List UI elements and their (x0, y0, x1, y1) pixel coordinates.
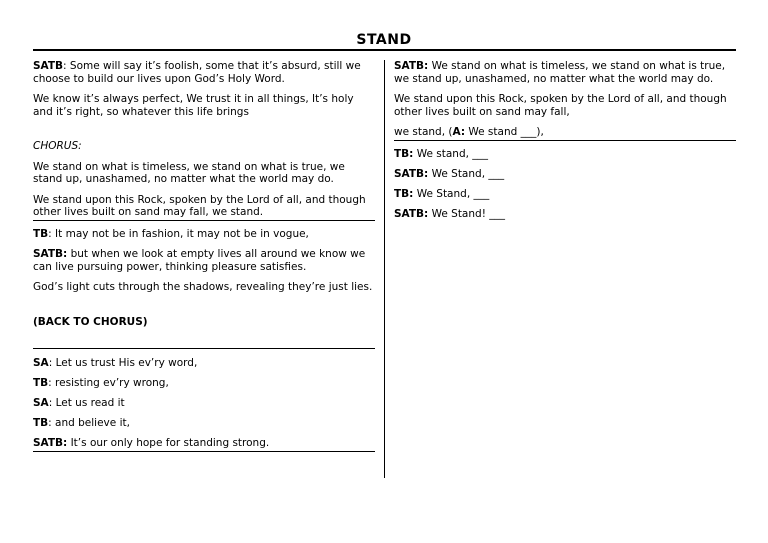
column-divider (384, 60, 385, 478)
section-divider (33, 451, 375, 452)
verse2-line1 (33, 228, 375, 241)
role-label: SA (33, 397, 49, 409)
lyric-text: but when we look at empty lives all around we know we can live pursuing power, thinking pleasure satisfies. (33, 248, 366, 273)
right-column (394, 60, 736, 220)
bridge-line (33, 437, 375, 450)
role-label: TB (33, 377, 49, 389)
lyric-text: : Some will say it’s foolish, some that it’s absurd, still we choose to build our lives upon God’s Holy Word. (33, 60, 361, 85)
lyric-text: We stand, ___ (413, 147, 489, 160)
final-chorus-line3 (394, 126, 736, 139)
lyric-text: We stand on what is timeless, we stand on what is true, we stand up, unashamed, no matter what the world may do. (394, 60, 726, 85)
verse2-line2 (33, 248, 375, 273)
verse2-line3: God’s light cuts through the shadows, revealing they’re just lies. (33, 281, 373, 293)
lyric-text: : It may not be in fashion, it may not be in vogue, (48, 227, 309, 240)
back-to-chorus: (BACK TO CHORUS) (33, 315, 148, 328)
role-label: SATB: (33, 248, 68, 260)
role-label: SA (33, 357, 49, 369)
lyric-text: : and believe it, (48, 417, 130, 429)
section-divider (33, 220, 375, 221)
bridge-line (33, 357, 375, 370)
role-label: SATB: (394, 207, 429, 220)
role-label: A: (452, 126, 466, 138)
lyric-text: We Stand! ___ (428, 207, 505, 220)
page-title: STAND (356, 32, 412, 48)
chorus-label: CHORUS: (33, 140, 82, 152)
lyric-text: : resisting ev’ry wrong, (48, 377, 169, 389)
ending-line (394, 148, 736, 161)
bridge-line (33, 397, 375, 410)
verse1-line2: We know it’s always perfect, We trust it in all things, It’s holy and it’s right, so whatever this life brings (33, 93, 354, 118)
final-chorus-line2: We stand upon this Rock, spoken by the Lord of all, and though other lives built on sand may fall, (394, 93, 727, 118)
ending-line (394, 168, 736, 181)
chorus-line2: We stand upon this Rock, spoken by the Lord of all, and though other lives built on sand may fall, we stand. (33, 193, 366, 218)
section-divider (394, 140, 736, 141)
bridge-line (33, 377, 375, 390)
ending-line (394, 188, 736, 201)
lyric-text: It’s our only hope for standing strong. (67, 437, 270, 449)
title-divider (33, 49, 736, 51)
role-label: TB: (394, 147, 414, 160)
left-column (33, 60, 375, 452)
role-label: TB (33, 417, 49, 429)
verse1-line1 (33, 60, 375, 85)
lyric-text: we stand, ( (394, 126, 453, 138)
final-chorus-line1 (394, 60, 736, 85)
section-divider (33, 348, 375, 349)
role-label: SATB: (33, 437, 68, 449)
lyric-text: : Let us read it (48, 397, 125, 409)
role-label: SATB (33, 60, 64, 72)
lyric-text: We Stand, ___ (428, 167, 505, 180)
role-label: SATB: (394, 60, 429, 72)
lyric-text: We stand ___), (465, 126, 544, 138)
bridge-line (33, 417, 375, 430)
lyric-text: : Let us trust His ev’ry word, (48, 357, 198, 369)
ending-line (394, 208, 736, 221)
role-label: SATB: (394, 167, 429, 180)
role-label: TB: (394, 187, 414, 200)
role-label: TB (33, 227, 49, 240)
lyric-text: We Stand, ___ (413, 187, 490, 200)
chorus-line1: We stand on what is timeless, we stand on what is true, we stand up, unashamed, no matter what the world may do. (33, 160, 345, 185)
